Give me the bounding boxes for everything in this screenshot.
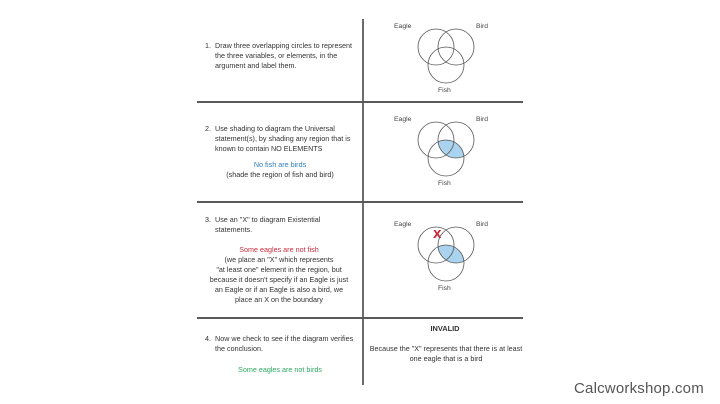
eagle-label: Eagle: [394, 23, 412, 30]
x-mark-icon: X: [433, 228, 442, 241]
eagle-label: Eagle: [394, 221, 412, 228]
row-divider-2: [197, 201, 523, 203]
note-line: "at least one" element in the region, but: [216, 265, 342, 274]
verdict: INVALID: [430, 324, 460, 333]
note-line: (we place an "X" which represents: [224, 255, 334, 264]
row-divider-3: [197, 317, 523, 319]
universal-statement: No fish are birds: [253, 160, 307, 169]
note-line: place an X on the boundary: [235, 295, 323, 304]
step-4: [205, 334, 355, 354]
eagle-label: Eagle: [394, 116, 412, 123]
step-text: Use an "X" to diagram Existential statements.: [215, 215, 321, 234]
note-line: an Eagle or if an Eagle is also a bird, we: [214, 285, 344, 294]
step-1: [205, 41, 353, 71]
existential-statement: Some eagles are not fish: [239, 245, 319, 254]
step-number: 1.: [205, 41, 211, 50]
step-number: 2.: [205, 124, 211, 133]
step-number: 4.: [205, 334, 211, 343]
venn-diagram-3: [380, 218, 520, 298]
step-3-note: [196, 255, 362, 305]
step-text: Draw three overlapping circles to represent the three variables, or elements, in the argument and label them.: [215, 41, 353, 70]
watermark: Calcworkshop.com: [574, 380, 704, 397]
bird-label: Bird: [476, 116, 489, 123]
step-number: 3.: [205, 215, 211, 224]
fish-label: Fish: [438, 180, 451, 187]
bird-label: Bird: [476, 23, 489, 30]
venn-diagram-1: [380, 20, 520, 100]
venn-diagram-2: [380, 113, 520, 193]
fish-label: Fish: [438, 285, 451, 292]
note-line: because it doesn't specify if an Eagle is just: [209, 275, 349, 284]
fish-label: Fish: [438, 87, 451, 94]
row-divider-1: [197, 101, 523, 103]
step-2: [205, 124, 355, 154]
step-text: Use shading to diagram the Universal statement(s), by shading any region that is known to contain NO ELEMENTS: [215, 124, 351, 153]
step-2-note: (shade the region of fish and bird): [226, 170, 334, 179]
step-text: Now we check to see if the diagram verifies the conclusion.: [215, 334, 354, 353]
bird-label: Bird: [476, 221, 489, 228]
step-3: [205, 215, 353, 235]
conclusion-statement: Some eagles are not birds: [238, 365, 322, 374]
verdict-explanation: Because the "X" represents that there is at least one eagle that is a bird: [369, 344, 523, 363]
